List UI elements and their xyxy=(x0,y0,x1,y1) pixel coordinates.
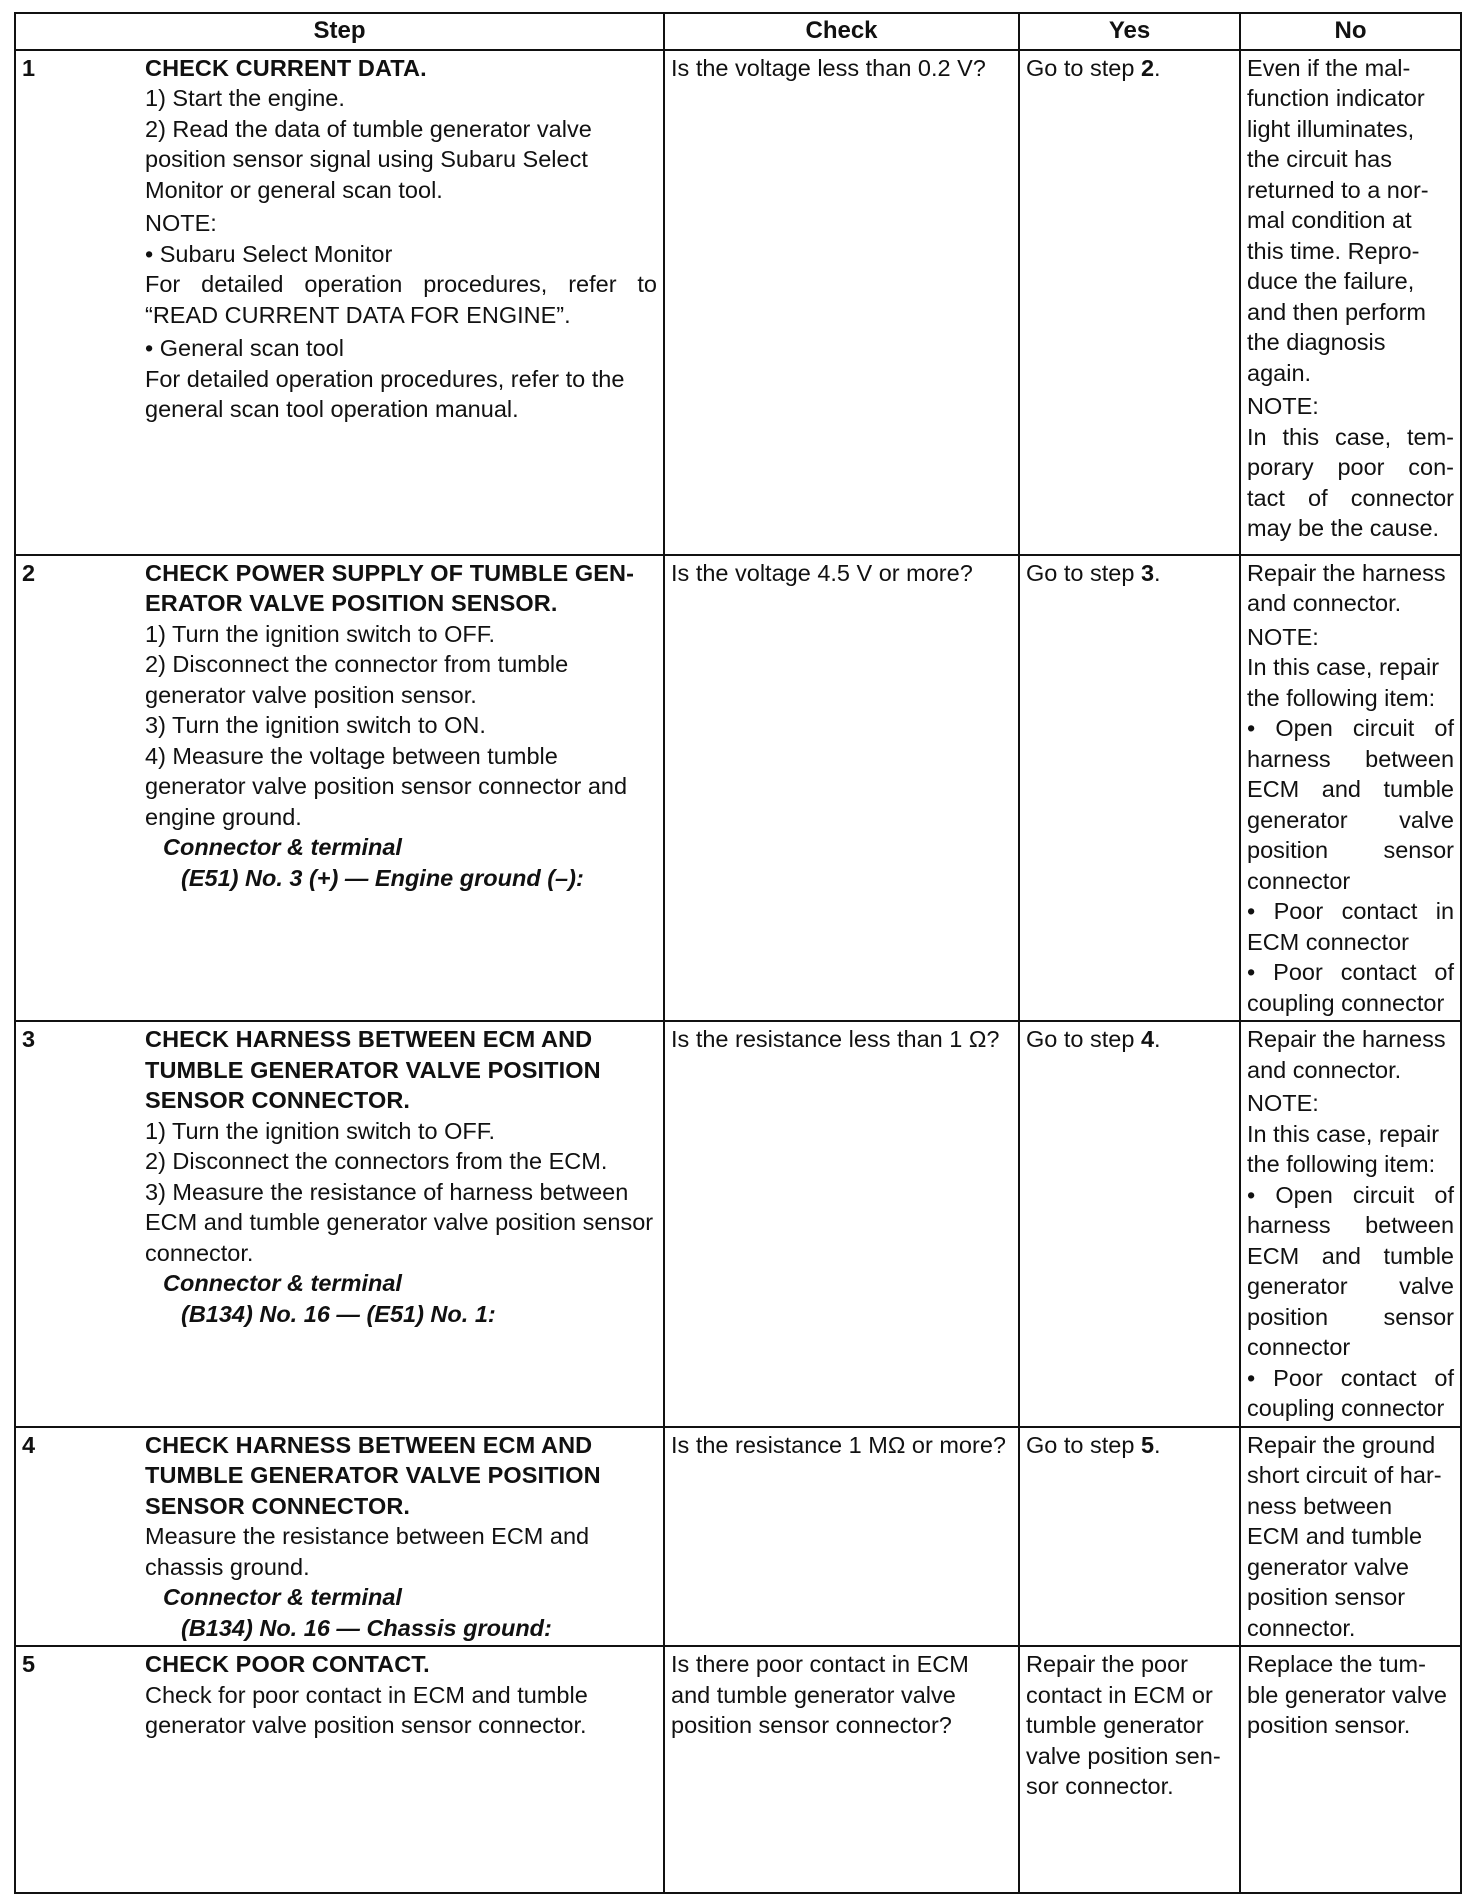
step-cell xyxy=(139,50,664,555)
no-line: generator valve xyxy=(1247,1553,1410,1580)
yes-text: Go to step xyxy=(1026,1431,1141,1458)
step-title: CHECK POOR CONTACT. xyxy=(145,1651,430,1677)
step-line: 4) Measure the voltage between tumble generator valve position sensor connector and engine ground. xyxy=(145,742,628,830)
check-cell: Is the resistance less than 1 Ω? xyxy=(664,1021,1019,1427)
step-title: TUMBLE GENERATOR VALVE POSITION xyxy=(145,1462,601,1488)
step-title: SENSOR CONNECTOR. xyxy=(145,1087,411,1113)
no-line: duce the failure, xyxy=(1247,268,1415,294)
step-cell xyxy=(139,1427,664,1647)
no-line: Replace the tum- xyxy=(1247,1651,1426,1677)
step-line: 3) Measure the resistance of harness between ECM and tumble generator valve position sensor connector. xyxy=(145,1178,654,1266)
yes-step-ref: 3 xyxy=(1140,559,1155,586)
no-line: connector xyxy=(1247,867,1351,894)
step-number: 2 xyxy=(15,555,139,1022)
no-line: • Open circuit of xyxy=(1247,715,1455,741)
connector-terminal: (E51) No. 3 (+) — Engine ground (–): xyxy=(181,864,584,891)
table-row xyxy=(15,555,1461,1022)
no-line: • Open circuit of xyxy=(1247,1181,1455,1208)
table-row xyxy=(15,50,1461,555)
yes-line: sor connector. xyxy=(1026,1773,1174,1799)
yes-suffix: . xyxy=(1154,1026,1161,1052)
no-cell xyxy=(1240,1427,1461,1647)
no-line: ECM and tumble xyxy=(1247,1242,1455,1269)
connector-terminal: (B134) No. 16 — (E51) No. 1: xyxy=(181,1300,496,1327)
table-row xyxy=(15,1021,1461,1427)
header-yes: Yes xyxy=(1019,13,1240,50)
no-line: position sensor xyxy=(1247,1584,1406,1610)
step-line: • Subaru Select Monitor xyxy=(145,240,393,267)
yes-suffix: . xyxy=(1154,1431,1161,1458)
no-cell xyxy=(1240,1021,1461,1427)
no-line: In this case, tem- xyxy=(1247,423,1455,450)
step-line: 1) Start the engine. xyxy=(145,85,345,111)
no-line: short circuit of har- xyxy=(1247,1462,1442,1488)
no-line: the following item: xyxy=(1247,1151,1436,1177)
no-line: and then perform xyxy=(1247,298,1426,325)
check-cell: Is the resistance 1 MΩ or more? xyxy=(664,1427,1019,1647)
step-cell xyxy=(139,555,664,1022)
step-line: 1) Turn the ignition switch to OFF. xyxy=(145,620,496,647)
step-number: 5 xyxy=(15,1646,139,1893)
step-title: CHECK HARNESS BETWEEN ECM AND xyxy=(145,1431,593,1458)
no-line: tact of connector xyxy=(1247,484,1455,511)
no-line: ECM connector xyxy=(1247,928,1409,955)
no-line: coupling connector xyxy=(1247,989,1445,1016)
no-line: the following item: xyxy=(1247,684,1436,711)
check-cell: Is the voltage 4.5 V or more? xyxy=(664,555,1019,1022)
diagnostic-table xyxy=(14,12,1462,1894)
no-line: the diagnosis xyxy=(1247,329,1386,355)
no-cell xyxy=(1240,555,1461,1022)
step-title: CHECK HARNESS BETWEEN ECM AND xyxy=(145,1026,593,1052)
no-line: In this case, repair xyxy=(1247,654,1440,680)
no-line: porary poor con- xyxy=(1247,454,1455,480)
no-line: Repair the harness xyxy=(1247,1026,1446,1052)
header-check: Check xyxy=(664,13,1019,50)
note-label: NOTE: xyxy=(1247,393,1319,419)
step-line: 2) Read the data of tumble generator valve position sensor signal using Subaru Select Monitor or general scan tool. xyxy=(145,115,592,203)
note-label: NOTE: xyxy=(1247,1090,1319,1116)
step-title: CHECK CURRENT DATA. xyxy=(145,54,427,81)
table-row xyxy=(15,1646,1461,1893)
no-cell xyxy=(1240,50,1461,555)
no-line: position sensor. xyxy=(1247,1712,1411,1738)
no-line: light illuminates, xyxy=(1247,115,1415,142)
no-line: connector. xyxy=(1247,1614,1356,1641)
step-line: For detailed operation procedures, refer to “READ CURRENT DATA FOR ENGINE”. xyxy=(145,271,658,328)
no-line: position sensor xyxy=(1247,1303,1455,1330)
yes-text: Go to step xyxy=(1026,1026,1141,1052)
yes-cell xyxy=(1019,1646,1240,1893)
no-line: mal condition at xyxy=(1247,207,1412,233)
step-line: 1) Turn the ignition switch to OFF. xyxy=(145,1117,496,1144)
no-line: and connector. xyxy=(1247,1056,1402,1083)
no-line: position sensor xyxy=(1247,837,1455,863)
step-line: Measure the resistance between ECM and chassis ground. xyxy=(145,1523,590,1580)
step-line: 2) Disconnect the connector from tumble generator valve position sensor. xyxy=(145,651,569,708)
no-line: and connector. xyxy=(1247,590,1402,616)
no-line: harness between xyxy=(1247,1212,1455,1238)
table-row xyxy=(15,1427,1461,1647)
step-line: Check for poor contact in ECM and tumble generator valve position sensor connector. xyxy=(145,1681,588,1738)
step-number: 4 xyxy=(15,1427,139,1647)
step-title: CHECK POWER SUPPLY OF TUMBLE GEN- xyxy=(145,559,635,586)
header-no: No xyxy=(1240,13,1461,50)
check-cell: Is the voltage less than 0.2 V? xyxy=(664,50,1019,555)
no-line: Repair the ground xyxy=(1247,1431,1436,1458)
connector-terminal: (B134) No. 16 — Chassis ground: xyxy=(181,1614,552,1641)
header-step: Step xyxy=(15,13,664,50)
no-line: ble generator valve xyxy=(1247,1681,1447,1708)
header-row xyxy=(15,13,1461,50)
no-line: again. xyxy=(1247,359,1312,386)
step-cell xyxy=(139,1021,664,1427)
no-line: the circuit has xyxy=(1247,146,1392,172)
no-cell xyxy=(1240,1646,1461,1893)
yes-text: Go to step xyxy=(1026,54,1141,81)
note-label: NOTE: xyxy=(1247,623,1319,650)
yes-line: tumble generator xyxy=(1026,1712,1204,1738)
yes-suffix: . xyxy=(1154,559,1161,586)
no-line: generator valve xyxy=(1247,1273,1455,1299)
no-line: this time. Repro- xyxy=(1247,237,1420,264)
no-line: • Poor contact in xyxy=(1247,898,1455,924)
yes-cell xyxy=(1019,1021,1240,1427)
no-line: function indicator xyxy=(1247,85,1425,111)
step-line: For detailed operation procedures, refer to the general scan tool operation manual. xyxy=(145,365,625,422)
yes-step-ref: 2 xyxy=(1140,54,1155,81)
step-number: 3 xyxy=(15,1021,139,1427)
no-line: generator valve xyxy=(1247,806,1455,833)
yes-suffix: . xyxy=(1154,54,1161,81)
yes-cell xyxy=(1019,1427,1240,1647)
no-line: may be the cause. xyxy=(1247,515,1440,541)
no-line: • Poor contact of xyxy=(1247,1364,1455,1391)
check-cell: Is there poor contact in ECM and tumble generator valve position sensor connector? xyxy=(664,1646,1019,1893)
connector-label: Connector & terminal xyxy=(163,1270,402,1296)
step-line: • General scan tool xyxy=(145,335,344,361)
connector-label: Connector & terminal xyxy=(163,834,402,860)
yes-cell xyxy=(1019,50,1240,555)
no-line: ECM and tumble xyxy=(1247,1523,1423,1549)
step-title: ERATOR VALVE POSITION SENSOR. xyxy=(145,590,558,616)
no-line: • Poor contact of xyxy=(1247,959,1455,985)
yes-line: Repair the poor xyxy=(1026,1651,1189,1677)
step-cell xyxy=(139,1646,664,1893)
step-line: 2) Disconnect the connectors from the ECM. xyxy=(145,1148,608,1174)
yes-line: contact in ECM or xyxy=(1026,1681,1213,1708)
no-line: Even if the mal- xyxy=(1247,54,1411,81)
no-line: returned to a nor- xyxy=(1247,176,1429,203)
no-line: coupling connector xyxy=(1247,1395,1445,1421)
connector-label: Connector & terminal xyxy=(163,1584,402,1610)
step-line: 3) Turn the ignition switch to ON. xyxy=(145,712,486,738)
yes-line: valve position sen- xyxy=(1026,1742,1221,1769)
yes-cell xyxy=(1019,555,1240,1022)
no-line: Repair the harness xyxy=(1247,559,1446,586)
no-line: ECM and tumble xyxy=(1247,776,1455,802)
note-label: NOTE: xyxy=(145,210,217,236)
no-line: connector xyxy=(1247,1334,1351,1360)
step-title: TUMBLE GENERATOR VALVE POSITION xyxy=(145,1056,601,1083)
step-title: SENSOR CONNECTOR. xyxy=(145,1492,411,1519)
no-line: ness between xyxy=(1247,1492,1393,1519)
yes-step-ref: 4 xyxy=(1140,1026,1155,1052)
step-number: 1 xyxy=(15,50,139,555)
yes-text: Go to step xyxy=(1026,559,1141,586)
yes-step-ref: 5 xyxy=(1140,1431,1155,1458)
no-line: harness between xyxy=(1247,745,1455,772)
no-line: In this case, repair xyxy=(1247,1120,1440,1147)
